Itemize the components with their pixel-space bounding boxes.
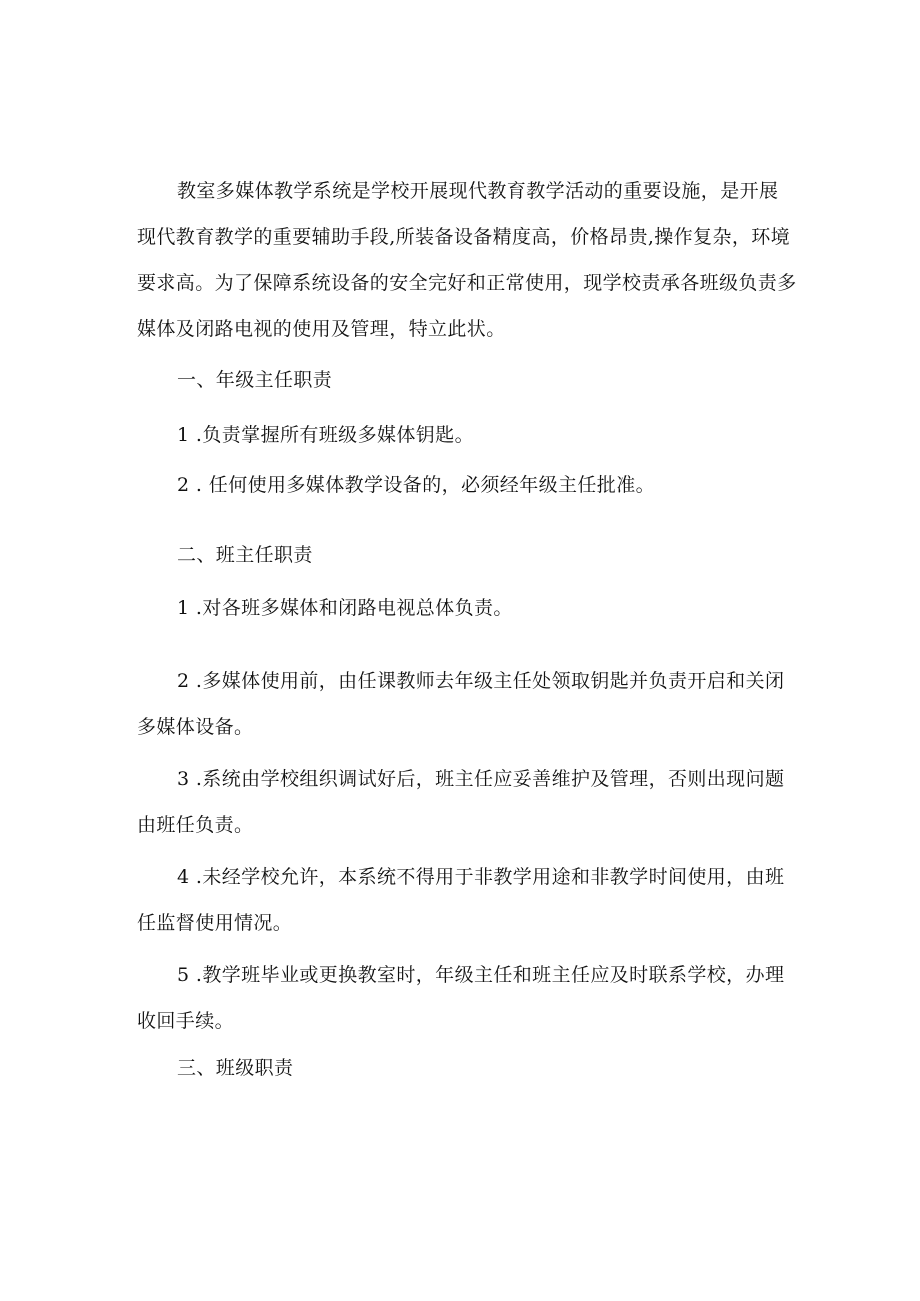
section-2-item-5: 5 .教学班毕业或更换教室时，年级主任和班主任应及时联系学校，办理收回手续。 [137,964,785,1032]
intro-paragraph: 教室多媒体教学系统是学校开展现代教育教学活动的重要设施，是开展现代教育教学的重要辅助手段,所装备设备精度高，价格昂贵,操作复杂，环境要求高。为了保障系统设备的安全完好和正常使用，现学校责承各班级负责多媒体及闭路电视的使用及管理，特立此状。 [137,180,797,340]
section-heading-1: 一、年级主任职责 [177,369,333,391]
section-2-item-1: 1 .对各班多媒体和闭路电视总体负责。 [177,597,513,619]
section-heading-2: 二、班主任职责 [177,544,313,566]
section-1-item-1: 1 .负责掌握所有班级多媒体钥匙。 [177,424,474,446]
section-2-item-2: 2 .多媒体使用前，由任课教师去年级主任处领取钥匙并负责开启和关闭多媒体设备。 [137,670,785,738]
section-2-item-4: 4 .未经学校允许，本系统不得用于非教学用途和非教学时间使用，由班任监督使用情况。 [137,866,785,934]
section-1-item-2: 2 . 任何使用多媒体教学设备的，必须经年级主任批准。 [177,474,656,496]
section-2-item-3: 3 .系统由学校组织调试好后，班主任应妥善维护及管理，否则出现问题由班任负责。 [137,768,785,836]
section-heading-3: 三、班级职责 [177,1057,294,1079]
